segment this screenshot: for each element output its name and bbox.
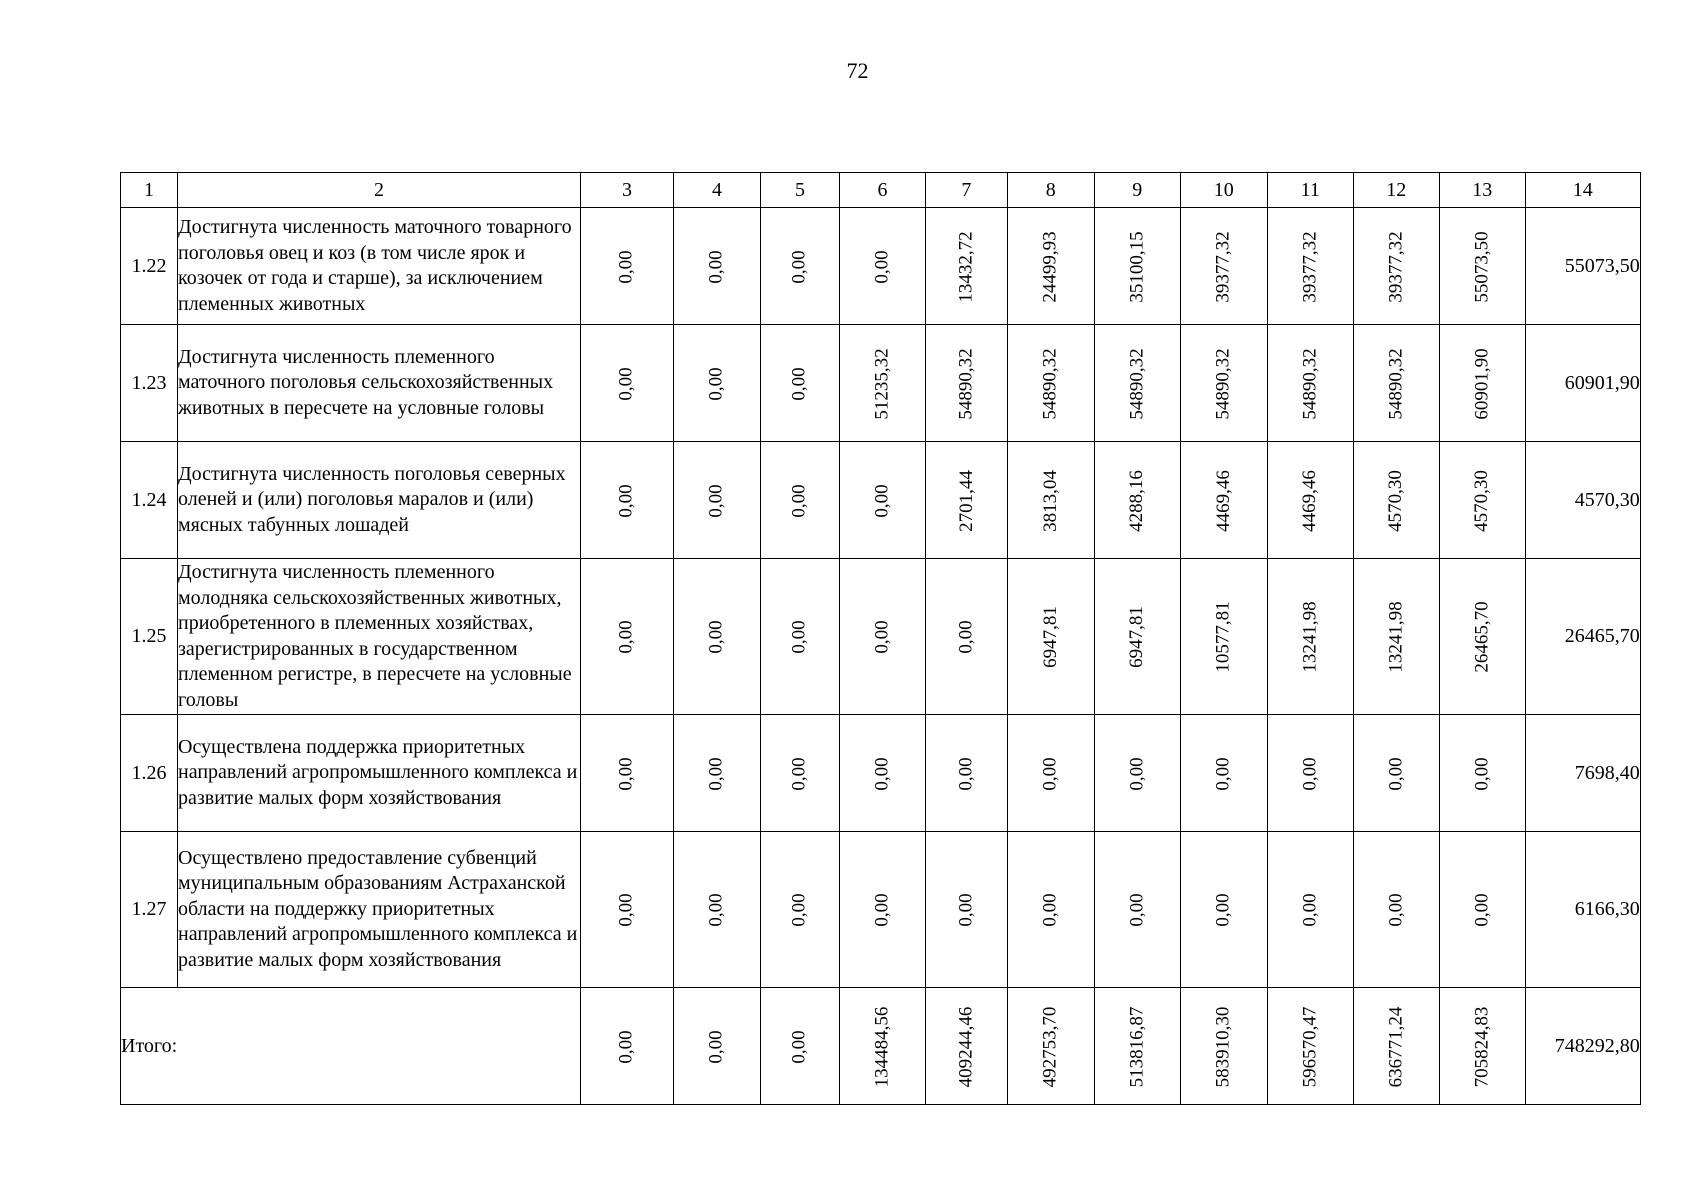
cell-value: 0,00 <box>871 620 893 654</box>
cell-value: 54890,32 <box>1212 347 1234 420</box>
value-cell <box>1439 208 1525 325</box>
header-cell: 3 <box>581 173 674 208</box>
value-cell <box>840 208 926 325</box>
cell-value: 0,00 <box>955 620 977 654</box>
cell-value: 6947,81 <box>1039 606 1061 668</box>
value-cell <box>1094 442 1180 559</box>
cell-value: 0,00 <box>789 483 810 518</box>
cell-value: 54890,32 <box>1039 347 1061 420</box>
total-value-cell <box>1353 988 1439 1105</box>
cell-value: 0,00 <box>1126 756 1148 791</box>
cell-value: 39377,32 <box>1385 230 1407 303</box>
row-number: 1.26 <box>121 715 178 832</box>
cell-value: 0,00 <box>706 249 727 284</box>
cell-value: 0,00 <box>789 620 810 654</box>
value-cell <box>926 832 1008 988</box>
value-cell <box>1180 832 1267 988</box>
value-cell <box>1007 442 1094 559</box>
value-cell <box>761 832 840 988</box>
cell-value: 0,00 <box>871 756 893 791</box>
value-cell <box>1267 208 1353 325</box>
cell-value: 2701,44 <box>955 469 977 532</box>
cell-value: 0,00 <box>789 1029 810 1064</box>
cell-value: 39377,32 <box>1212 230 1234 303</box>
value-cell <box>674 559 761 715</box>
value-cell <box>840 715 926 832</box>
cell-value: 0,00 <box>871 893 893 927</box>
value-cell <box>926 208 1008 325</box>
value-cell <box>1353 208 1439 325</box>
cell-value: 54890,32 <box>1126 347 1148 420</box>
cell-value: 0,00 <box>1039 756 1061 791</box>
value-cell <box>1094 559 1180 715</box>
header-cell: 11 <box>1267 173 1353 208</box>
total-value-cell <box>674 988 761 1105</box>
value-cell <box>1267 442 1353 559</box>
value-cell <box>761 715 840 832</box>
row-total: 60901,90 <box>1525 325 1640 442</box>
cell-value: 0,00 <box>706 366 727 401</box>
cell-value: 4570,30 <box>1385 469 1407 532</box>
cell-value: 4469,46 <box>1299 469 1321 532</box>
cell-value: 0,00 <box>616 756 637 791</box>
cell-value: 0,00 <box>955 756 977 791</box>
cell-value: 0,00 <box>789 756 810 791</box>
header-cell: 13 <box>1439 173 1525 208</box>
value-cell <box>840 442 926 559</box>
value-cell <box>761 325 840 442</box>
cell-value: 492753,70 <box>1039 1006 1061 1087</box>
value-cell <box>1353 442 1439 559</box>
total-value-cell <box>1094 988 1180 1105</box>
row-description: Достигнута численность племенного маточного поголовья сельскохозяйственных животных в пересчете на условные головы <box>178 325 581 442</box>
value-cell <box>1353 715 1439 832</box>
cell-value: 54890,32 <box>955 347 977 420</box>
value-cell <box>1180 715 1267 832</box>
table-row <box>121 208 1641 325</box>
cell-value: 0,00 <box>1471 893 1493 927</box>
cell-value: 26465,70 <box>1471 601 1493 673</box>
cell-value: 0,00 <box>1212 893 1234 927</box>
cell-value: 0,00 <box>955 893 977 927</box>
cell-value: 54890,32 <box>1299 347 1321 420</box>
value-cell <box>761 208 840 325</box>
cell-value: 0,00 <box>789 249 810 284</box>
value-cell <box>840 832 926 988</box>
cell-value: 0,00 <box>789 893 810 927</box>
value-cell <box>674 715 761 832</box>
header-cell: 2 <box>178 173 581 208</box>
row-number: 1.24 <box>121 442 178 559</box>
cell-value: 636771,24 <box>1385 1006 1407 1087</box>
cell-value: 0,00 <box>1126 893 1148 927</box>
value-cell <box>1353 559 1439 715</box>
cell-value: 0,00 <box>789 366 810 401</box>
row-number: 1.22 <box>121 208 178 325</box>
cell-value: 13241,98 <box>1299 601 1321 673</box>
cell-value: 4288,16 <box>1126 469 1148 532</box>
value-cell <box>926 715 1008 832</box>
cell-value: 0,00 <box>1212 756 1234 791</box>
value-cell <box>1094 832 1180 988</box>
value-cell <box>926 442 1008 559</box>
header-row <box>121 173 1641 208</box>
value-cell <box>1439 832 1525 988</box>
value-cell <box>1094 208 1180 325</box>
cell-value: 583910,30 <box>1212 1006 1234 1087</box>
value-cell <box>581 715 674 832</box>
header-cell: 1 <box>121 173 178 208</box>
value-cell <box>1180 325 1267 442</box>
row-description: Осуществлена поддержка приоритетных направлений агропромышленного комплекса и развитие малых форм хозяйствования <box>178 715 581 832</box>
value-cell <box>1180 442 1267 559</box>
value-cell <box>581 325 674 442</box>
value-cell <box>1267 559 1353 715</box>
cell-value: 409244,46 <box>955 1006 977 1087</box>
value-cell <box>581 208 674 325</box>
cell-value: 0,00 <box>1299 893 1321 927</box>
table-row <box>121 832 1641 988</box>
cell-value: 0,00 <box>871 249 893 284</box>
header-cell: 4 <box>674 173 761 208</box>
cell-value: 134484,56 <box>871 1006 893 1087</box>
cell-value: 35100,15 <box>1126 230 1148 303</box>
table-row <box>121 559 1641 715</box>
header-cell: 5 <box>761 173 840 208</box>
table-row <box>121 715 1641 832</box>
row-description: Достигнута численность племенного молодняка сельскохозяйственных животных, приобретенного в племенных хозяйствах, зарегистрированных в государственном племенном регистре, в пересчете на условные головы <box>178 559 581 715</box>
cell-value: 0,00 <box>616 1029 637 1064</box>
cell-value: 4469,46 <box>1212 469 1234 532</box>
value-cell <box>761 559 840 715</box>
cell-value: 51235,32 <box>871 347 893 420</box>
value-cell <box>1353 325 1439 442</box>
row-description: Достигнута численность маточного товарного поголовья овец и коз (в том числе ярок и козочек от года и старше), за исключением племенных животных <box>178 208 581 325</box>
cell-value: 60901,90 <box>1471 347 1493 420</box>
row-total: 26465,70 <box>1525 559 1640 715</box>
value-cell <box>581 559 674 715</box>
value-cell <box>1094 325 1180 442</box>
value-cell <box>1007 325 1094 442</box>
total-value-cell <box>926 988 1008 1105</box>
cell-value: 0,00 <box>706 1029 727 1064</box>
header-cell: 12 <box>1353 173 1439 208</box>
header-cell: 7 <box>926 173 1008 208</box>
cell-value: 54890,32 <box>1385 347 1407 420</box>
total-value-cell <box>1267 988 1353 1105</box>
cell-value: 4570,30 <box>1471 469 1493 532</box>
cell-value: 0,00 <box>1471 756 1493 791</box>
grand-total: 748292,80 <box>1525 988 1640 1105</box>
value-cell <box>1439 559 1525 715</box>
cell-value: 0,00 <box>616 249 637 284</box>
value-cell <box>1007 208 1094 325</box>
cell-value: 513816,87 <box>1126 1006 1148 1087</box>
data-table <box>120 172 1641 1105</box>
cell-value: 0,00 <box>616 366 637 401</box>
cell-value: 0,00 <box>1299 756 1321 791</box>
cell-value: 0,00 <box>871 483 893 518</box>
value-cell <box>840 325 926 442</box>
cell-value: 0,00 <box>706 620 727 654</box>
table-row <box>121 325 1641 442</box>
total-value-cell <box>581 988 674 1105</box>
row-description: Достигнута численность поголовья северных оленей и (или) поголовья маралов и (или) мясных табунных лошадей <box>178 442 581 559</box>
value-cell <box>581 442 674 559</box>
row-number: 1.27 <box>121 832 178 988</box>
cell-value: 0,00 <box>1385 893 1407 927</box>
cell-value: 0,00 <box>616 893 637 927</box>
cell-value: 10577,81 <box>1212 601 1234 673</box>
value-cell <box>1180 208 1267 325</box>
total-value-cell <box>1180 988 1267 1105</box>
cell-value: 13432,72 <box>955 230 977 303</box>
value-cell <box>1267 325 1353 442</box>
value-cell <box>1439 715 1525 832</box>
row-description: Осуществлено предоставление субвенций муниципальным образованиям Астраханской области на поддержку приоритетных направлений агропромышленного комплекса и развитие малых форм хозяйствования <box>178 832 581 988</box>
value-cell <box>1267 832 1353 988</box>
cell-value: 0,00 <box>616 483 637 518</box>
value-cell <box>674 325 761 442</box>
header-cell: 9 <box>1094 173 1180 208</box>
row-number: 1.23 <box>121 325 178 442</box>
cell-value: 596570,47 <box>1299 1006 1321 1087</box>
value-cell <box>761 442 840 559</box>
row-total: 7698,40 <box>1525 715 1640 832</box>
value-cell <box>1007 559 1094 715</box>
cell-value: 55073,50 <box>1471 230 1493 303</box>
cell-value: 705824,83 <box>1471 1006 1493 1087</box>
cell-value: 0,00 <box>706 893 727 927</box>
cell-value: 24499,93 <box>1039 230 1061 303</box>
header-cell: 14 <box>1525 173 1640 208</box>
value-cell <box>1007 832 1094 988</box>
value-cell <box>1439 442 1525 559</box>
cell-value: 0,00 <box>1039 893 1061 927</box>
value-cell <box>1439 325 1525 442</box>
value-cell <box>1094 715 1180 832</box>
cell-value: 0,00 <box>706 756 727 791</box>
value-cell <box>1267 715 1353 832</box>
total-value-cell <box>840 988 926 1105</box>
value-cell <box>840 559 926 715</box>
total-label: Итого: <box>121 988 581 1105</box>
value-cell <box>1353 832 1439 988</box>
value-cell <box>674 832 761 988</box>
header-cell: 6 <box>840 173 926 208</box>
row-number: 1.25 <box>121 559 178 715</box>
value-cell <box>674 442 761 559</box>
value-cell <box>926 325 1008 442</box>
cell-value: 13241,98 <box>1385 601 1407 673</box>
cell-value: 39377,32 <box>1299 230 1321 303</box>
value-cell <box>1180 559 1267 715</box>
header-cell: 8 <box>1007 173 1094 208</box>
header-cell: 10 <box>1180 173 1267 208</box>
cell-value: 3813,04 <box>1039 469 1061 532</box>
value-cell <box>674 208 761 325</box>
total-value-cell <box>1007 988 1094 1105</box>
total-value-cell <box>761 988 840 1105</box>
total-row <box>121 988 1641 1105</box>
value-cell <box>581 832 674 988</box>
page-number: 72 <box>846 58 869 83</box>
total-value-cell <box>1439 988 1525 1105</box>
cell-value: 0,00 <box>616 620 637 654</box>
row-total: 4570,30 <box>1525 442 1640 559</box>
cell-value: 6947,81 <box>1126 606 1148 668</box>
value-cell <box>926 559 1008 715</box>
row-total: 6166,30 <box>1525 832 1640 988</box>
cell-value: 0,00 <box>706 483 727 518</box>
value-cell <box>1007 715 1094 832</box>
cell-value: 0,00 <box>1385 756 1407 791</box>
row-total: 55073,50 <box>1525 208 1640 325</box>
table-row <box>121 442 1641 559</box>
